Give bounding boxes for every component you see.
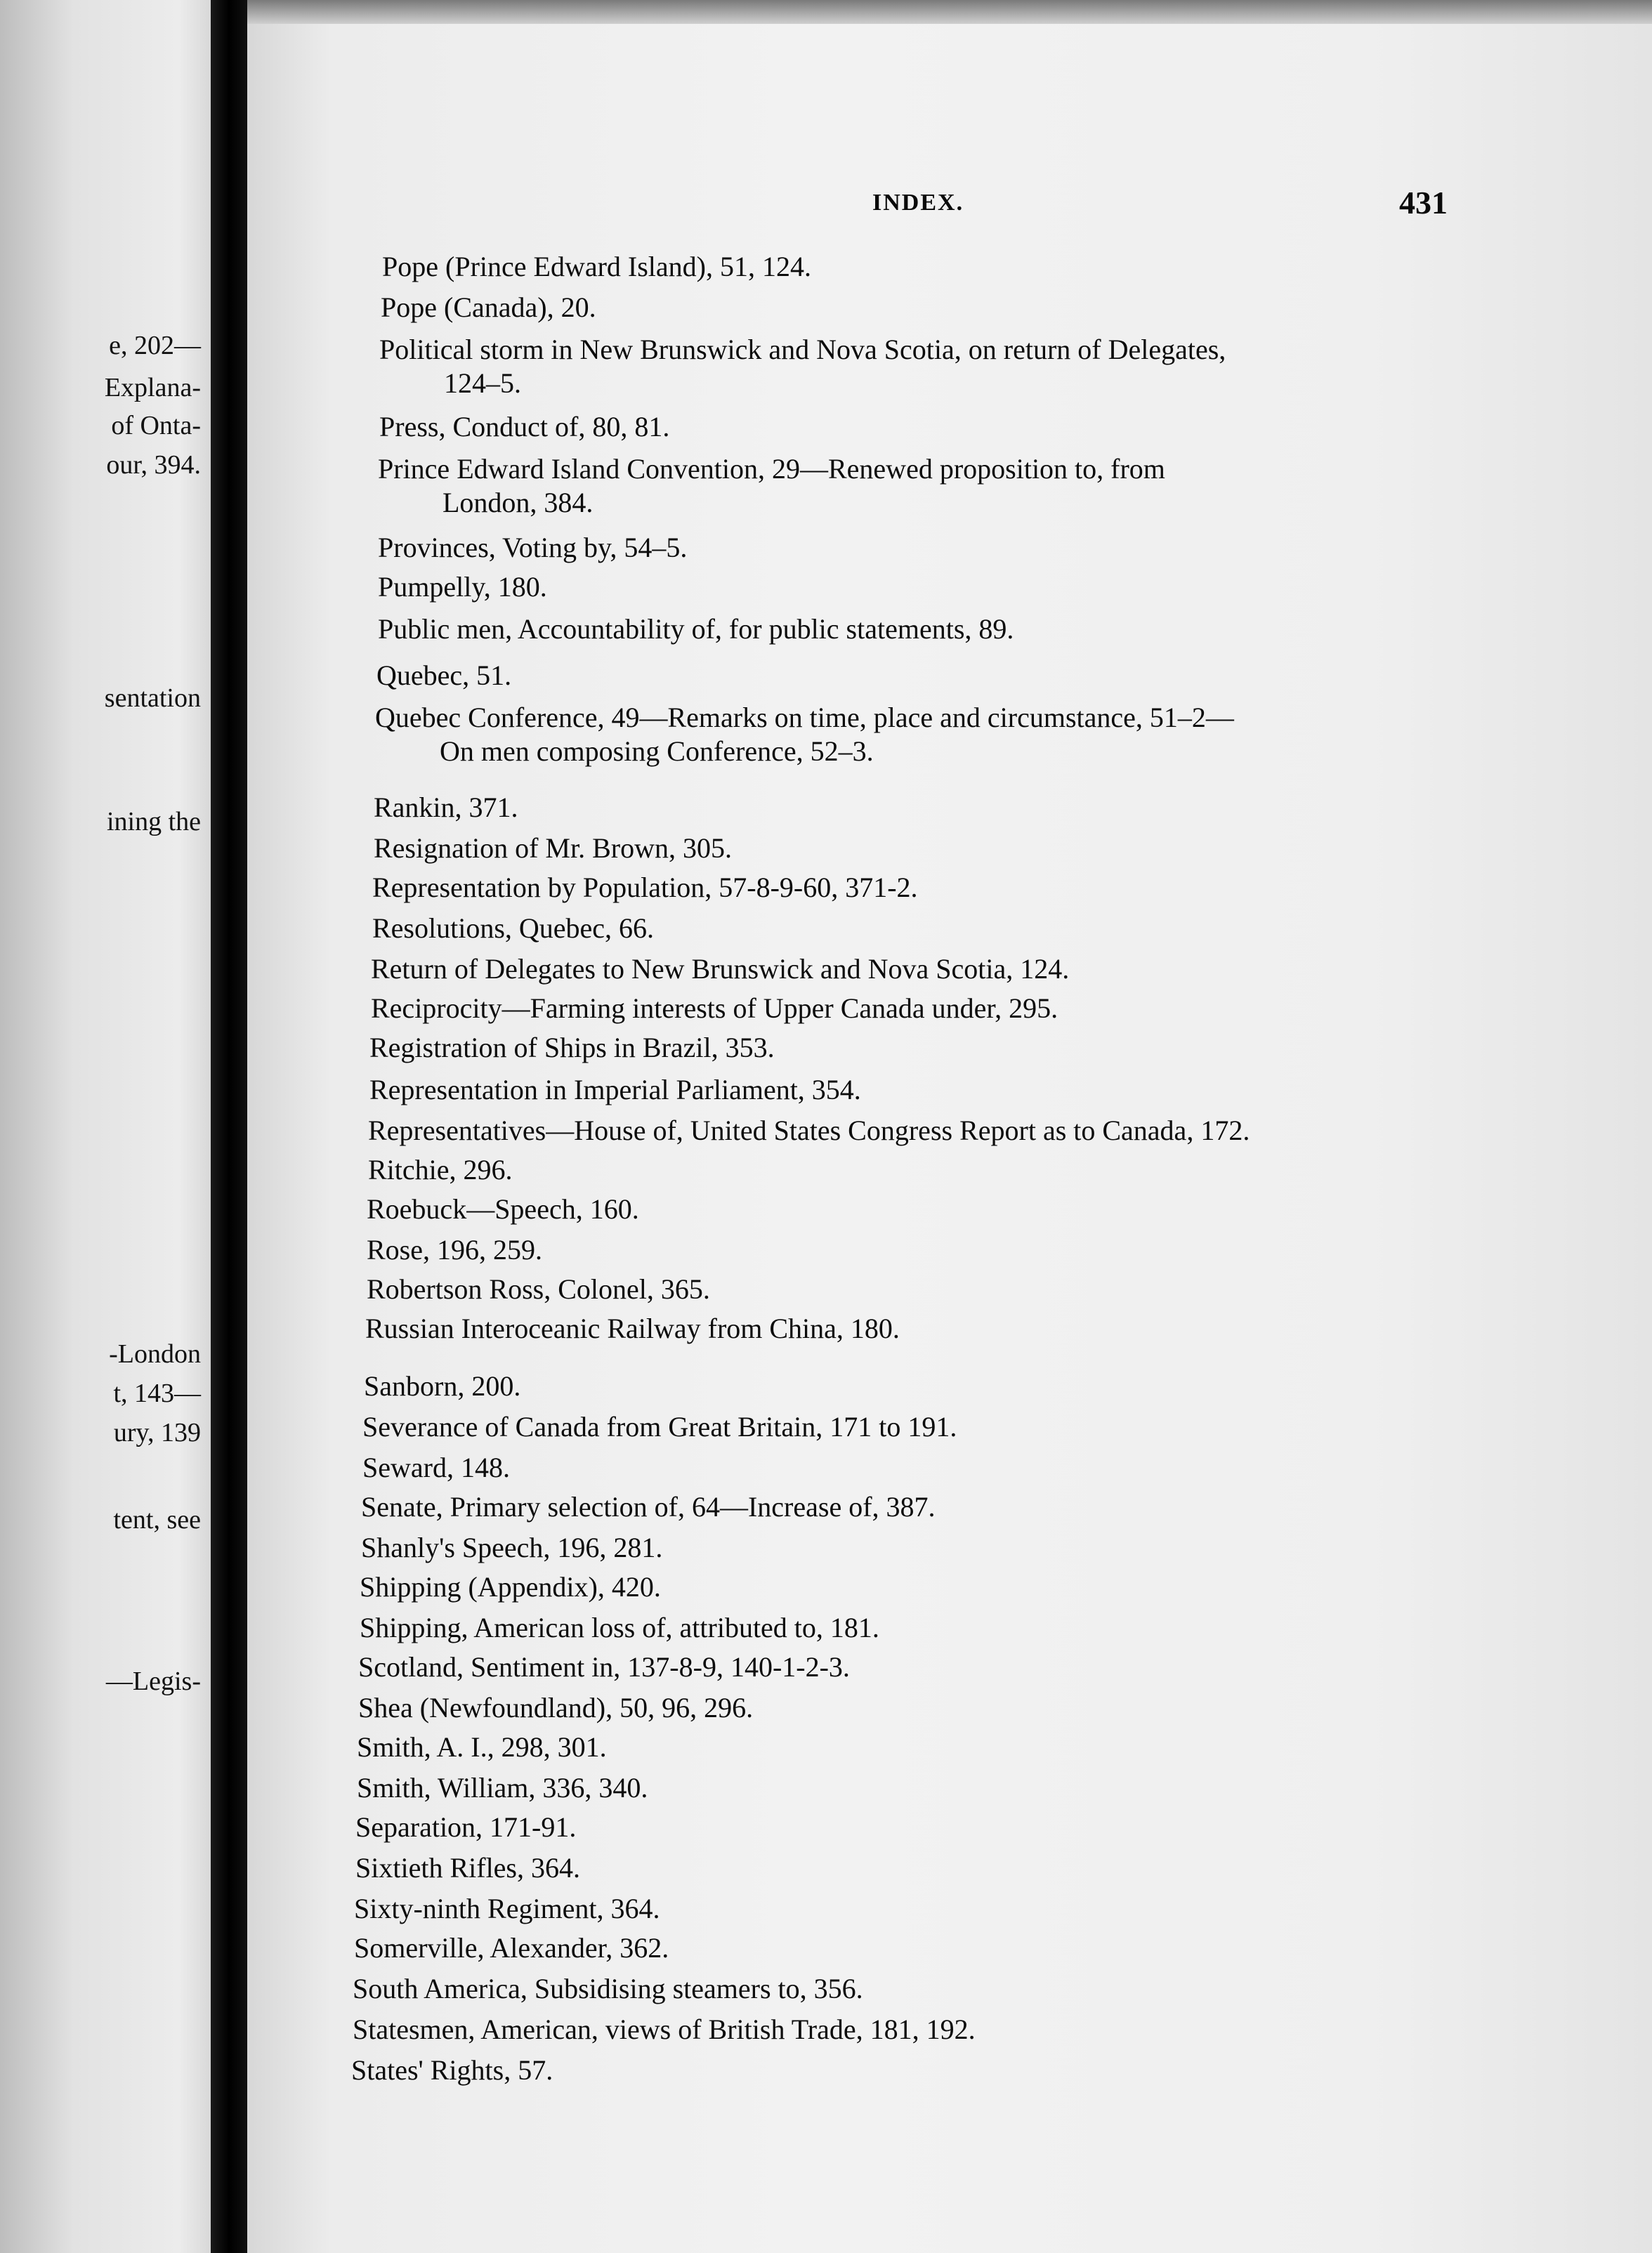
entry-text: Resignation of Mr. Brown, 305. (374, 832, 732, 864)
entry-text: Return of Delegates to New Brunswick and Nova Scotia, 124. (371, 953, 1070, 985)
index-entry (381, 291, 596, 324)
page-number: 431 (1399, 185, 1448, 221)
left-page-text: -London (109, 1339, 201, 1369)
index-entry (371, 952, 1069, 986)
entry-text: Press, Conduct of, 80, 81. (379, 411, 670, 442)
index-entry (358, 1691, 753, 1725)
entry-text: Sixtieth Rifles, 364. (355, 1852, 580, 1884)
index-entry (369, 1031, 775, 1065)
index-entry (372, 871, 918, 905)
entry-text: Registration of Ships in Brazil, 353. (369, 1032, 775, 1063)
entry-text: Shea (Newfoundland), 50, 96, 296. (358, 1692, 754, 1723)
entry-text: Public men, Accountability of, for public statements, 89. (378, 613, 1014, 645)
index-entry (374, 832, 732, 865)
index-entry (355, 1851, 580, 1885)
entry-continuation: On men composing Conference, 52–3. (440, 735, 874, 767)
index-entry (378, 612, 1014, 646)
index-entry (375, 701, 1234, 768)
index-entry (361, 1531, 662, 1565)
entry-text: Senate, Primary selection of, 64—Increase of, 387. (361, 1491, 936, 1523)
entry-text: Severance of Canada from Great Britain, 171 to 191. (362, 1411, 957, 1443)
index-entry (372, 912, 654, 945)
index-entry (379, 333, 1226, 400)
entry-text: Representation by Population, 57-8-9-60, 371-2. (372, 872, 918, 903)
page-header (247, 184, 1652, 233)
entry-text: Shipping, American loss of, attributed to, 181. (360, 1612, 879, 1643)
entry-text: Quebec Conference, 49—Remarks on time, place and circumstance, 51–2— (375, 702, 1234, 733)
entry-continuation: 124–5. (444, 367, 521, 399)
entry-text: Shipping (Appendix), 420. (360, 1571, 661, 1603)
index-entry (378, 452, 1165, 520)
left-page-text: sentation (104, 683, 201, 713)
entry-text: Smith, William, 336, 340. (357, 1772, 648, 1804)
index-entry (368, 1153, 513, 1187)
entry-text: Shanly's Speech, 196, 281. (361, 1532, 663, 1563)
entry-text: Representatives—House of, United States Congress Report as to Canada, 172. (368, 1115, 1250, 1146)
entry-text: South America, Subsidising steamers to, 356. (353, 1973, 863, 2004)
index-entry (378, 570, 547, 604)
entry-text: Quebec, 51. (376, 659, 512, 691)
entry-text: Reciprocity—Farming interests of Upper Canada under, 295. (371, 992, 1058, 1024)
entry-text: Somerville, Alexander, 362. (354, 1932, 669, 1964)
entry-text: Statesmen, American, views of British Trade, 181, 192. (353, 2014, 976, 2045)
left-page-text: Explana- (104, 373, 201, 402)
entry-text: Pope (Prince Edward Island), 51, 124. (382, 251, 811, 282)
entry-text: Russian Interoceanic Railway from China, 180. (365, 1313, 900, 1344)
index-entry (353, 2013, 976, 2047)
left-page-text: tent, see (113, 1505, 201, 1535)
index-entry (382, 250, 811, 284)
left-page-text: —Legis- (105, 1667, 201, 1696)
index-entry (367, 1233, 542, 1267)
index-entry (365, 1312, 900, 1346)
running-title: INDEX. (872, 190, 964, 216)
index-page (247, 0, 1652, 2253)
index-entry (362, 1451, 510, 1485)
index-entry (374, 791, 518, 825)
index-entry (379, 410, 669, 444)
index-entry (353, 1972, 863, 2006)
entry-text: Robertson Ross, Colonel, 365. (367, 1273, 710, 1305)
index-entry (357, 1771, 648, 1805)
index-entry (369, 1073, 861, 1107)
entry-text: Prince Edward Island Convention, 29—Renewed proposition to, from (378, 453, 1165, 485)
index-entry (362, 1410, 957, 1444)
page-top-shadow (247, 0, 1652, 24)
entry-text: Roebuck—Speech, 160. (367, 1193, 639, 1225)
index-entry (367, 1193, 639, 1226)
index-entry (368, 1114, 1250, 1148)
index-entry (360, 1570, 661, 1604)
index-entry (355, 1811, 576, 1844)
entry-continuation: London, 384. (442, 487, 594, 518)
index-entry (367, 1273, 710, 1306)
index-entry (357, 1730, 607, 1764)
entry-text: Rose, 196, 259. (367, 1234, 542, 1266)
index-entry (376, 659, 511, 692)
entry-text: Pope (Canada), 20. (381, 291, 596, 323)
index-entry (358, 1650, 850, 1684)
left-page-fragment (0, 0, 211, 2253)
entry-text: Separation, 171-91. (355, 1811, 577, 1843)
entry-text: Pumpelly, 180. (378, 571, 547, 603)
left-page-text: ining the (106, 807, 201, 836)
left-page-text: e, 202— (109, 331, 201, 360)
left-page-text: our, 394. (106, 450, 201, 480)
index-entry (351, 2054, 553, 2087)
index-entry (364, 1369, 520, 1403)
left-page-text: of Onta- (111, 411, 201, 440)
entry-text: Provinces, Voting by, 54–5. (378, 532, 688, 563)
entry-text: Sixty-ninth Regiment, 364. (354, 1893, 660, 1924)
entry-text: Rankin, 371. (374, 791, 518, 823)
entry-text: Political storm in New Brunswick and Nova Scotia, on return of Delegates, (379, 334, 1226, 365)
entry-text: Seward, 148. (362, 1452, 510, 1483)
entry-text: Sanborn, 200. (364, 1370, 521, 1402)
index-entry (378, 531, 687, 565)
index-entry (361, 1490, 936, 1524)
left-page-text: t, 143— (113, 1379, 201, 1408)
entry-text: Scotland, Sentiment in, 137-8-9, 140-1-2-3. (358, 1651, 850, 1683)
entry-text: States' Rights, 57. (351, 2054, 553, 2086)
index-entry (371, 992, 1058, 1025)
index-entry (360, 1611, 879, 1645)
index-entry (354, 1931, 669, 1965)
entry-text: Smith, A. I., 298, 301. (357, 1731, 607, 1763)
left-page-text: ury, 139 (113, 1418, 201, 1447)
index-entry (354, 1892, 660, 1926)
entry-text: Resolutions, Quebec, 66. (372, 912, 655, 944)
entry-text: Representation in Imperial Parliament, 354. (369, 1074, 861, 1105)
page-gutter (211, 0, 247, 2253)
entry-text: Ritchie, 296. (368, 1154, 513, 1185)
